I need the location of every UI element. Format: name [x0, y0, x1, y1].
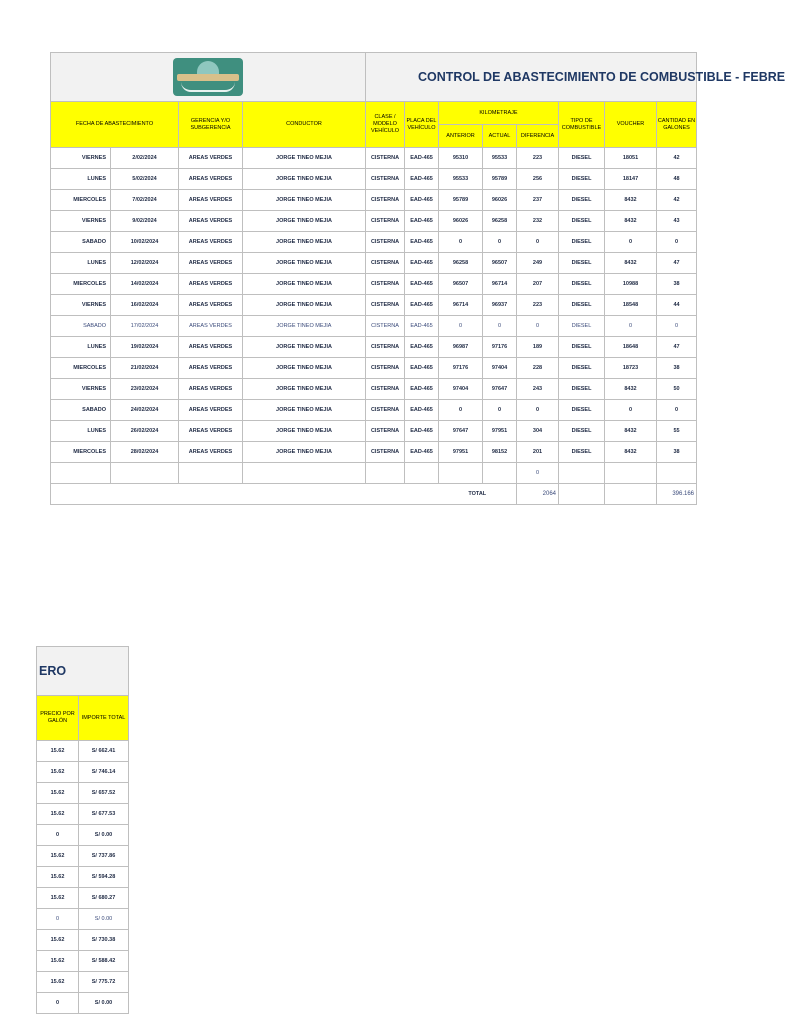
- row-km-anterior: 0: [439, 232, 483, 253]
- row-km-diferencia: 237: [517, 190, 559, 211]
- row-tipo: DIESEL: [559, 421, 605, 442]
- row-conductor: JORGE TINEO MEJIA: [243, 211, 366, 232]
- table-row: [37, 825, 129, 846]
- table-row: [37, 846, 129, 867]
- row-voucher: 18548: [605, 295, 657, 316]
- row-precio: 0: [37, 825, 79, 846]
- row-precio: 15.62: [37, 951, 79, 972]
- row-km-anterior: 95310: [439, 148, 483, 169]
- row-gerencia: AREAS VERDES: [179, 358, 243, 379]
- row-conductor: JORGE TINEO MEJIA: [243, 274, 366, 295]
- row-gerencia: AREAS VERDES: [179, 274, 243, 295]
- row-cantidad: 44: [657, 295, 697, 316]
- row-importe: S/ 730.38: [79, 930, 129, 951]
- row-tipo: DIESEL: [559, 400, 605, 421]
- row-clase: CISTERNA: [366, 400, 405, 421]
- row-precio: 15.62: [37, 846, 79, 867]
- row-day: LUNES: [51, 169, 111, 190]
- row-placa: EAD-465: [405, 379, 439, 400]
- row-km-actual: 95533: [483, 148, 517, 169]
- row-importe: S/ 588.42: [79, 951, 129, 972]
- table-row: [37, 888, 129, 909]
- row-km-diferencia: 304: [517, 421, 559, 442]
- row-clase: CISTERNA: [366, 169, 405, 190]
- header-actual: ACTUAL: [483, 125, 517, 148]
- blank-cell: [405, 463, 439, 484]
- row-clase: CISTERNA: [366, 316, 405, 337]
- row-gerencia: AREAS VERDES: [179, 190, 243, 211]
- total-label: TOTAL: [439, 484, 517, 505]
- row-tipo: DIESEL: [559, 295, 605, 316]
- table-row: [51, 400, 697, 421]
- row-gerencia: AREAS VERDES: [179, 211, 243, 232]
- row-tipo: DIESEL: [559, 253, 605, 274]
- row-date: 19/02/2024: [111, 337, 179, 358]
- header-precio: PRECIO POR GALÓN: [37, 696, 79, 741]
- row-voucher: 8432: [605, 421, 657, 442]
- row-precio: 15.62: [37, 804, 79, 825]
- row-km-anterior: 95789: [439, 190, 483, 211]
- table-row: [51, 442, 697, 463]
- row-conductor: JORGE TINEO MEJIA: [243, 232, 366, 253]
- row-day: MIERCOLES: [51, 358, 111, 379]
- logo-cell: [51, 53, 366, 102]
- row-cantidad: 47: [657, 337, 697, 358]
- table-row: [37, 762, 129, 783]
- row-cantidad: 0: [657, 400, 697, 421]
- total-spacer: [51, 484, 439, 505]
- row-km-diferencia: 232: [517, 211, 559, 232]
- row-day: LUNES: [51, 421, 111, 442]
- blank-cell: [439, 463, 483, 484]
- row-placa: EAD-465: [405, 190, 439, 211]
- row-km-diferencia: 189: [517, 337, 559, 358]
- row-gerencia: AREAS VERDES: [179, 148, 243, 169]
- row-km-diferencia: 223: [517, 148, 559, 169]
- table-row: [51, 421, 697, 442]
- row-cantidad: 38: [657, 274, 697, 295]
- table-row: [51, 190, 697, 211]
- table-row: [51, 379, 697, 400]
- table-row: [51, 316, 697, 337]
- row-clase: CISTERNA: [366, 232, 405, 253]
- row-importe: S/ 662.41: [79, 741, 129, 762]
- row-placa: EAD-465: [405, 274, 439, 295]
- row-tipo: DIESEL: [559, 190, 605, 211]
- blank-cell: [366, 463, 405, 484]
- row-conductor: JORGE TINEO MEJIA: [243, 358, 366, 379]
- table-row: [51, 169, 697, 190]
- row-km-actual: 97647: [483, 379, 517, 400]
- row-voucher: 18723: [605, 358, 657, 379]
- row-km-actual: 96937: [483, 295, 517, 316]
- header-clase: CLASE / MODELO VEHÍCULO: [366, 102, 405, 148]
- row-tipo: DIESEL: [559, 379, 605, 400]
- row-day: VIERNES: [51, 379, 111, 400]
- total-blank: [559, 484, 605, 505]
- row-voucher: 0: [605, 316, 657, 337]
- blank-cell: [243, 463, 366, 484]
- row-date: 26/02/2024: [111, 421, 179, 442]
- row-voucher: 8432: [605, 211, 657, 232]
- row-clase: CISTERNA: [366, 358, 405, 379]
- table-row: [37, 867, 129, 888]
- row-precio: 15.62: [37, 783, 79, 804]
- row-km-actual: 97404: [483, 358, 517, 379]
- header-voucher: VOUCHER: [605, 102, 657, 148]
- row-voucher: 8432: [605, 190, 657, 211]
- header-placa: PLACA DEL VEHÍCULO: [405, 102, 439, 148]
- blank-cell: [179, 463, 243, 484]
- row-day: SABADO: [51, 400, 111, 421]
- row-km-diferencia: 256: [517, 169, 559, 190]
- row-km-diferencia: 0: [517, 316, 559, 337]
- row-date: 16/02/2024: [111, 295, 179, 316]
- row-clase: CISTERNA: [366, 190, 405, 211]
- row-km-diferencia: 201: [517, 442, 559, 463]
- row-day: LUNES: [51, 253, 111, 274]
- page2-title: ERO: [37, 647, 129, 696]
- header-cantidad: CANTIDAD EN GALONES: [657, 102, 697, 148]
- row-date: 24/02/2024: [111, 400, 179, 421]
- row-placa: EAD-465: [405, 421, 439, 442]
- row-importe: S/ 594.28: [79, 867, 129, 888]
- row-precio: 15.62: [37, 972, 79, 993]
- row-date: 23/02/2024: [111, 379, 179, 400]
- row-importe: S/ 677.53: [79, 804, 129, 825]
- row-placa: EAD-465: [405, 337, 439, 358]
- row-gerencia: AREAS VERDES: [179, 337, 243, 358]
- row-conductor: JORGE TINEO MEJIA: [243, 442, 366, 463]
- row-km-anterior: 95533: [439, 169, 483, 190]
- row-importe: S/ 775.72: [79, 972, 129, 993]
- row-km-diferencia: 0: [517, 400, 559, 421]
- row-conductor: JORGE TINEO MEJIA: [243, 253, 366, 274]
- row-km-actual: 98152: [483, 442, 517, 463]
- row-placa: EAD-465: [405, 169, 439, 190]
- row-clase: CISTERNA: [366, 211, 405, 232]
- row-voucher: 0: [605, 232, 657, 253]
- row-cantidad: 42: [657, 148, 697, 169]
- table-row: [37, 951, 129, 972]
- row-cantidad: 38: [657, 442, 697, 463]
- row-km-actual: 0: [483, 400, 517, 421]
- blank-cell: [483, 463, 517, 484]
- row-precio: 15.62: [37, 930, 79, 951]
- row-precio: 15.62: [37, 741, 79, 762]
- row-placa: EAD-465: [405, 253, 439, 274]
- row-clase: CISTERNA: [366, 421, 405, 442]
- row-importe: S/ 0.00: [79, 825, 129, 846]
- row-gerencia: AREAS VERDES: [179, 295, 243, 316]
- row-km-actual: 96026: [483, 190, 517, 211]
- row-cantidad: 47: [657, 253, 697, 274]
- row-km-actual: 96714: [483, 274, 517, 295]
- header-fecha: FECHA DE ABASTECIMIENTO: [51, 102, 179, 148]
- row-conductor: JORGE TINEO MEJIA: [243, 379, 366, 400]
- row-date: 5/02/2024: [111, 169, 179, 190]
- total-cantidad: 396.166: [657, 484, 697, 505]
- row-km-diferencia: 0: [517, 232, 559, 253]
- row-tipo: DIESEL: [559, 211, 605, 232]
- price-table: [36, 646, 129, 1014]
- row-day: SABADO: [51, 232, 111, 253]
- table-row: [37, 972, 129, 993]
- row-date: 2/02/2024: [111, 148, 179, 169]
- row-cantidad: 42: [657, 190, 697, 211]
- row-km-diferencia: 228: [517, 358, 559, 379]
- header-gerencia: GERENCIA Y/O SUBGERENCIA: [179, 102, 243, 148]
- row-km-diferencia: 223: [517, 295, 559, 316]
- total-blank: [605, 484, 657, 505]
- row-km-actual: 0: [483, 232, 517, 253]
- row-cantidad: 38: [657, 358, 697, 379]
- row-km-actual: 96258: [483, 211, 517, 232]
- row-km-diferencia: 243: [517, 379, 559, 400]
- row-km-actual: 95789: [483, 169, 517, 190]
- row-km-anterior: 96714: [439, 295, 483, 316]
- row-gerencia: AREAS VERDES: [179, 169, 243, 190]
- row-date: 7/02/2024: [111, 190, 179, 211]
- blank-cell: [111, 463, 179, 484]
- row-cantidad: 50: [657, 379, 697, 400]
- row-importe: S/ 680.27: [79, 888, 129, 909]
- header-tipo: TIPO DE COMBUSTIBLE: [559, 102, 605, 148]
- row-tipo: DIESEL: [559, 358, 605, 379]
- blank-diferencia: 0: [517, 463, 559, 484]
- row-km-actual: 97951: [483, 421, 517, 442]
- row-placa: EAD-465: [405, 148, 439, 169]
- row-clase: CISTERNA: [366, 337, 405, 358]
- row-tipo: DIESEL: [559, 316, 605, 337]
- row-cantidad: 0: [657, 232, 697, 253]
- row-placa: EAD-465: [405, 400, 439, 421]
- row-tipo: DIESEL: [559, 337, 605, 358]
- row-day: SABADO: [51, 316, 111, 337]
- row-date: 14/02/2024: [111, 274, 179, 295]
- row-voucher: 0: [605, 400, 657, 421]
- row-conductor: JORGE TINEO MEJIA: [243, 295, 366, 316]
- row-date: 21/02/2024: [111, 358, 179, 379]
- table-row: [51, 337, 697, 358]
- table-row: [51, 211, 697, 232]
- row-km-diferencia: 207: [517, 274, 559, 295]
- row-tipo: DIESEL: [559, 148, 605, 169]
- row-gerencia: AREAS VERDES: [179, 379, 243, 400]
- table-row: [37, 930, 129, 951]
- row-gerencia: AREAS VERDES: [179, 421, 243, 442]
- fuel-control-table: [50, 52, 785, 505]
- row-km-actual: 0: [483, 316, 517, 337]
- row-day: MIERCOLES: [51, 442, 111, 463]
- row-tipo: DIESEL: [559, 274, 605, 295]
- row-day: VIERNES: [51, 148, 111, 169]
- table-row: [51, 295, 697, 316]
- row-conductor: JORGE TINEO MEJIA: [243, 148, 366, 169]
- blank-cell: [51, 463, 111, 484]
- blank-cell: [657, 463, 697, 484]
- row-km-actual: 97176: [483, 337, 517, 358]
- row-conductor: JORGE TINEO MEJIA: [243, 421, 366, 442]
- row-date: 10/02/2024: [111, 232, 179, 253]
- table-row: [51, 358, 697, 379]
- row-cantidad: 55: [657, 421, 697, 442]
- header-importe: IMPORTE TOTAL: [79, 696, 129, 741]
- row-tipo: DIESEL: [559, 232, 605, 253]
- row-placa: EAD-465: [405, 232, 439, 253]
- table-row: [37, 909, 129, 930]
- row-conductor: JORGE TINEO MEJIA: [243, 400, 366, 421]
- row-km-diferencia: 249: [517, 253, 559, 274]
- table-row: [37, 741, 129, 762]
- row-day: MIERCOLES: [51, 190, 111, 211]
- row-voucher: 8432: [605, 253, 657, 274]
- blank-cell: [605, 463, 657, 484]
- row-precio: 15.62: [37, 762, 79, 783]
- row-gerencia: AREAS VERDES: [179, 442, 243, 463]
- row-voucher: 10988: [605, 274, 657, 295]
- row-km-anterior: 96987: [439, 337, 483, 358]
- table-row: [51, 253, 697, 274]
- row-date: 9/02/2024: [111, 211, 179, 232]
- municipality-logo: [173, 58, 243, 96]
- table-row: [51, 148, 697, 169]
- row-date: 28/02/2024: [111, 442, 179, 463]
- row-voucher: 8432: [605, 442, 657, 463]
- row-clase: CISTERNA: [366, 148, 405, 169]
- row-voucher: 18051: [605, 148, 657, 169]
- blank-cell: [559, 463, 605, 484]
- row-gerencia: AREAS VERDES: [179, 232, 243, 253]
- row-placa: EAD-465: [405, 211, 439, 232]
- row-day: LUNES: [51, 337, 111, 358]
- row-gerencia: AREAS VERDES: [179, 253, 243, 274]
- row-precio: 0: [37, 909, 79, 930]
- row-placa: EAD-465: [405, 316, 439, 337]
- row-day: VIERNES: [51, 211, 111, 232]
- row-tipo: DIESEL: [559, 169, 605, 190]
- row-precio: 0: [37, 993, 79, 1014]
- table-row: [37, 804, 129, 825]
- row-importe: S/ 737.86: [79, 846, 129, 867]
- header-diferencia: DIFERENCIA: [517, 125, 559, 148]
- row-precio: 15.62: [37, 867, 79, 888]
- row-conductor: JORGE TINEO MEJIA: [243, 190, 366, 211]
- row-importe: S/ 0.00: [79, 993, 129, 1014]
- row-voucher: 8432: [605, 379, 657, 400]
- row-cantidad: 48: [657, 169, 697, 190]
- row-day: VIERNES: [51, 295, 111, 316]
- row-cantidad: 43: [657, 211, 697, 232]
- row-km-anterior: 0: [439, 316, 483, 337]
- row-date: 12/02/2024: [111, 253, 179, 274]
- row-gerencia: AREAS VERDES: [179, 316, 243, 337]
- row-placa: EAD-465: [405, 295, 439, 316]
- row-voucher: 18147: [605, 169, 657, 190]
- row-clase: CISTERNA: [366, 442, 405, 463]
- total-diferencia: 2064: [517, 484, 559, 505]
- row-precio: 15.62: [37, 888, 79, 909]
- row-date: 17/02/2024: [111, 316, 179, 337]
- row-importe: S/ 657.52: [79, 783, 129, 804]
- row-conductor: JORGE TINEO MEJIA: [243, 316, 366, 337]
- row-day: MIERCOLES: [51, 274, 111, 295]
- row-clase: CISTERNA: [366, 295, 405, 316]
- row-importe: S/ 0.00: [79, 909, 129, 930]
- row-km-anterior: 96026: [439, 211, 483, 232]
- row-conductor: JORGE TINEO MEJIA: [243, 169, 366, 190]
- row-importe: S/ 746.14: [79, 762, 129, 783]
- row-placa: EAD-465: [405, 442, 439, 463]
- header-anterior: ANTERIOR: [439, 125, 483, 148]
- table-row: [51, 274, 697, 295]
- row-km-anterior: 97404: [439, 379, 483, 400]
- table-row: [37, 783, 129, 804]
- row-voucher: 18648: [605, 337, 657, 358]
- row-km-anterior: 96507: [439, 274, 483, 295]
- row-clase: CISTERNA: [366, 274, 405, 295]
- row-clase: CISTERNA: [366, 379, 405, 400]
- row-placa: EAD-465: [405, 358, 439, 379]
- row-conductor: JORGE TINEO MEJIA: [243, 337, 366, 358]
- row-gerencia: AREAS VERDES: [179, 400, 243, 421]
- header-conductor: CONDUCTOR: [243, 102, 366, 148]
- row-tipo: DIESEL: [559, 442, 605, 463]
- row-km-actual: 96507: [483, 253, 517, 274]
- row-km-anterior: 97951: [439, 442, 483, 463]
- row-km-anterior: 96258: [439, 253, 483, 274]
- table-row: [37, 993, 129, 1014]
- row-km-anterior: 97176: [439, 358, 483, 379]
- row-cantidad: 0: [657, 316, 697, 337]
- row-km-anterior: 0: [439, 400, 483, 421]
- row-clase: CISTERNA: [366, 253, 405, 274]
- header-kilometraje: KILOMETRAJE: [439, 102, 559, 125]
- table-row: [51, 232, 697, 253]
- row-km-anterior: 97647: [439, 421, 483, 442]
- page-title: CONTROL DE ABASTECIMIENTO DE COMBUSTIBLE - FEBRE: [366, 53, 697, 102]
